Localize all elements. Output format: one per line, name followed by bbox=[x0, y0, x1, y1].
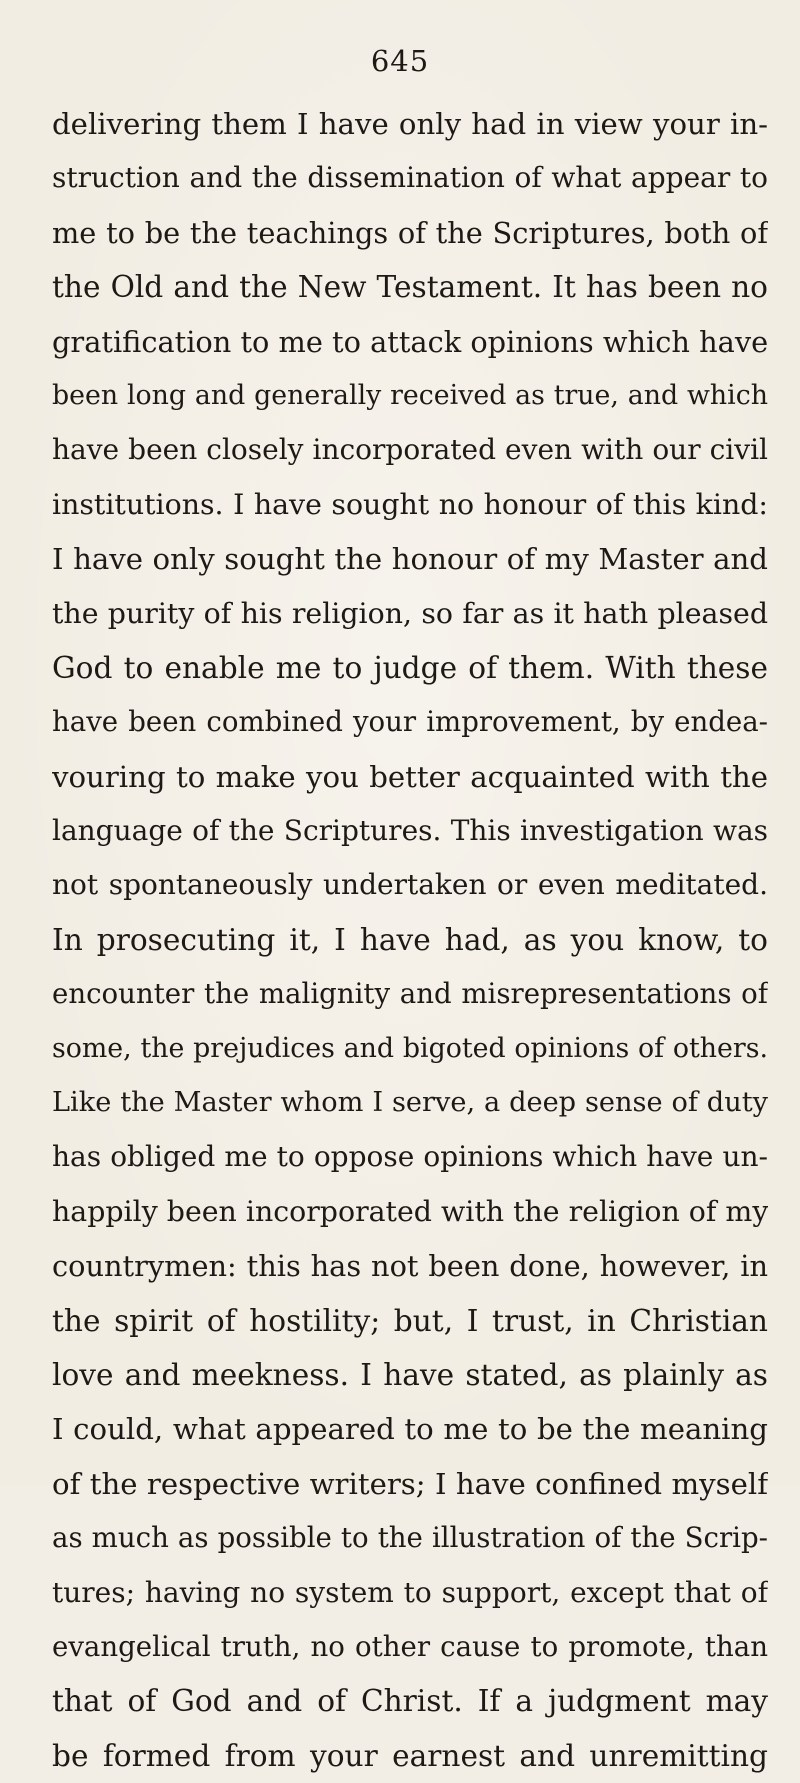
text-line: vouring to make you better acquainted with the bbox=[52, 759, 768, 794]
text-line: delivering them I have only had in view your in- bbox=[52, 107, 768, 141]
text-line: countrymen: this has not been done, however, in bbox=[52, 1249, 768, 1284]
text-line: Like the Master whom I serve, a deep sense of duty bbox=[52, 1087, 768, 1119]
text-line: happily been incorporated with the religion of my bbox=[52, 1194, 768, 1228]
text-line: the Old and the New Testament. It has been no bbox=[52, 270, 768, 305]
text-line: gratification to me to attack opinions which have bbox=[52, 324, 768, 359]
text-line: some, the prejudices and bigoted opinions of others. bbox=[52, 1032, 768, 1064]
text-line: been long and generally received as true, and which bbox=[52, 379, 768, 411]
text-line: that of God and of Christ. If a judgment may bbox=[52, 1684, 768, 1719]
text-line: of the respective writers; I have confined myself bbox=[52, 1466, 768, 1501]
text-line: I could, what appeared to me to be the meaning bbox=[52, 1412, 768, 1447]
page-number: 645 bbox=[370, 44, 430, 78]
text-line: have been combined your improvement, by endea- bbox=[52, 705, 768, 739]
text-line: language of the Scriptures. This investigation was bbox=[52, 814, 768, 848]
text-line: I have only sought the honour of my Master and bbox=[52, 542, 768, 577]
text-line: God to enable me to judge of them. With these bbox=[52, 650, 768, 685]
text-line: institutions. I have sought no honour of this kind: bbox=[52, 487, 768, 521]
text-line: encounter the malignity and misrepresentations of bbox=[52, 977, 768, 1011]
text-line: love and meekness. I have stated, as plainly as bbox=[52, 1357, 768, 1392]
text-line: tures; having no system to support, except that of bbox=[52, 1575, 768, 1609]
body-text bbox=[52, 97, 768, 1783]
text-line: has obliged me to oppose opinions which have un- bbox=[52, 1140, 768, 1174]
text-line: evangelical truth, no other cause to promote, than bbox=[52, 1629, 768, 1663]
text-line: have been closely incorporated even with our civil bbox=[52, 433, 768, 467]
text-line: struction and the dissemination of what appear to bbox=[52, 161, 768, 195]
text-line: not spontaneously undertaken or even meditated. bbox=[52, 868, 768, 902]
text-line: the purity of his religion, so far as it hath pleased bbox=[52, 596, 768, 630]
text-line: be formed from your earnest and unremitting bbox=[52, 1738, 768, 1773]
text-line: the spirit of hostility; but, I trust, in Christian bbox=[52, 1303, 768, 1338]
text-line: In prosecuting it, I have had, as you know, to bbox=[52, 922, 768, 957]
text-line: me to be the teachings of the Scriptures, both of bbox=[52, 215, 768, 250]
text-line: as much as possible to the illustration of the Scrip- bbox=[52, 1521, 768, 1555]
